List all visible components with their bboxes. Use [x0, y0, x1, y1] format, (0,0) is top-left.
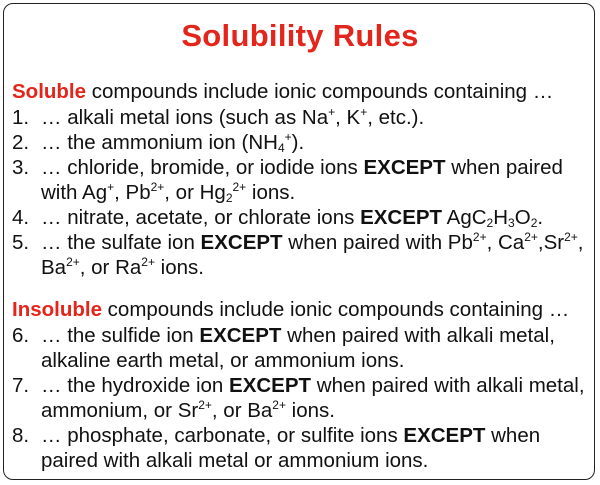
- except-keyword: EXCEPT: [200, 231, 283, 254]
- rule-text: when paired with alkali metal,: [281, 324, 555, 347]
- soluble-keyword: Soluble: [12, 80, 87, 103]
- rule-number: 1.: [12, 106, 30, 129]
- rule-text: … nitrate, acetate, or chlorate ions: [41, 206, 361, 229]
- rule-text: when paired with alkali metal,: [311, 374, 585, 397]
- rule-text: … the sulfate ion: [41, 231, 201, 254]
- rule-text: H: [493, 206, 509, 229]
- rule-3: [12, 155, 563, 205]
- charge-superscript: 2+: [141, 255, 155, 269]
- rule-1: [12, 105, 424, 130]
- count-subscript: 3: [508, 216, 515, 230]
- rule-text: when paired with Pb: [282, 231, 473, 254]
- rule-text: with Ag: [41, 181, 108, 204]
- rule-text: when: [485, 424, 541, 447]
- rule-text: ammonium, or Sr: [41, 399, 199, 422]
- charge-superscript: 2+: [564, 230, 578, 244]
- charge-superscript: 2+: [150, 180, 165, 194]
- rule-4: [12, 205, 543, 230]
- rule-text: , Ca: [486, 231, 525, 254]
- rule-text: ions.: [154, 256, 204, 279]
- rule-number: 7.: [12, 374, 30, 397]
- rule-text: when paired: [445, 156, 563, 179]
- soluble-intro: [12, 80, 553, 104]
- rule-text: … alkali metal ions (such as Na: [41, 106, 329, 129]
- except-keyword: EXCEPT: [360, 206, 443, 229]
- rule-text: … the sulfide ion: [41, 324, 200, 347]
- charge-superscript: +: [328, 105, 336, 119]
- charge-superscript: 2+: [472, 230, 487, 244]
- rule-text: O: [514, 206, 531, 229]
- charge-superscript: 2+: [524, 230, 538, 244]
- charge-superscript: +: [360, 105, 368, 119]
- soluble-intro-text: compounds include ionic compounds containing …: [86, 80, 554, 103]
- rule-number: 3.: [12, 156, 30, 179]
- rule-text: ,: [577, 231, 584, 254]
- rule-6: [12, 323, 555, 373]
- count-subscript: 4: [277, 141, 285, 155]
- charge-superscript: +: [284, 130, 292, 144]
- charge-superscript: 2+: [272, 398, 286, 412]
- count-subscript: 2: [225, 191, 233, 205]
- page-title: Solubility Rules: [181, 18, 419, 53]
- rule-text: ).: [291, 131, 305, 154]
- rule-text: ions.: [246, 181, 296, 204]
- rule-text: , or Hg: [164, 181, 226, 204]
- rule-text: ions.: [285, 399, 335, 422]
- rule-text: … phosphate, carbonate, or sulfite ions: [41, 424, 404, 447]
- rule-continuation: [12, 180, 563, 205]
- except-keyword: EXCEPT: [199, 324, 282, 347]
- rule-text: Ba: [41, 256, 67, 279]
- insoluble-keyword: Insoluble: [12, 298, 102, 321]
- rule-text: , etc.).: [367, 106, 425, 129]
- count-subscript: 2: [530, 216, 538, 230]
- charge-superscript: 2+: [66, 255, 80, 269]
- rule-continuation: [12, 348, 555, 373]
- rule-number: 6.: [12, 324, 30, 347]
- charge-superscript: 2+: [198, 398, 212, 412]
- rule-2: [12, 130, 304, 155]
- charge-superscript: 2+: [232, 180, 247, 194]
- rule-7: [12, 373, 585, 423]
- count-subscript: 2: [486, 216, 494, 230]
- rule-text: , or Ba: [211, 399, 273, 422]
- rule-number: 2.: [12, 131, 30, 154]
- rule-text: , Pb: [114, 181, 151, 204]
- rule-text: … chloride, bromide, or iodide ions: [41, 156, 364, 179]
- rule-text: … the hydroxide ion: [41, 374, 230, 397]
- charge-superscript: +: [107, 180, 115, 194]
- rule-text: AgC: [442, 206, 487, 229]
- rule-continuation: [12, 448, 540, 473]
- rule-continuation: [12, 255, 583, 280]
- rule-number: 4.: [12, 206, 30, 229]
- insoluble-intro-text: compounds include ionic compounds containing …: [101, 298, 570, 321]
- insoluble-intro: [12, 298, 569, 322]
- rule-number: 8.: [12, 424, 30, 447]
- rule-5: [12, 230, 583, 280]
- rule-continuation: [12, 398, 585, 423]
- rule-text: … the ammonium ion (NH: [41, 131, 278, 154]
- except-keyword: EXCEPT: [403, 424, 486, 447]
- rule-text: alkaline earth metal, or ammonium ions.: [41, 349, 405, 372]
- rule-number: 5.: [12, 231, 30, 254]
- rule-text: .: [537, 206, 544, 229]
- rule-8: [12, 423, 540, 473]
- rule-text: ,Sr: [537, 231, 565, 254]
- rule-text: , K: [335, 106, 361, 129]
- rule-text: paired with alkali metal or ammonium ions.: [41, 449, 429, 472]
- except-keyword: EXCEPT: [363, 156, 446, 179]
- rule-text: , or Ra: [79, 256, 142, 279]
- except-keyword: EXCEPT: [229, 374, 312, 397]
